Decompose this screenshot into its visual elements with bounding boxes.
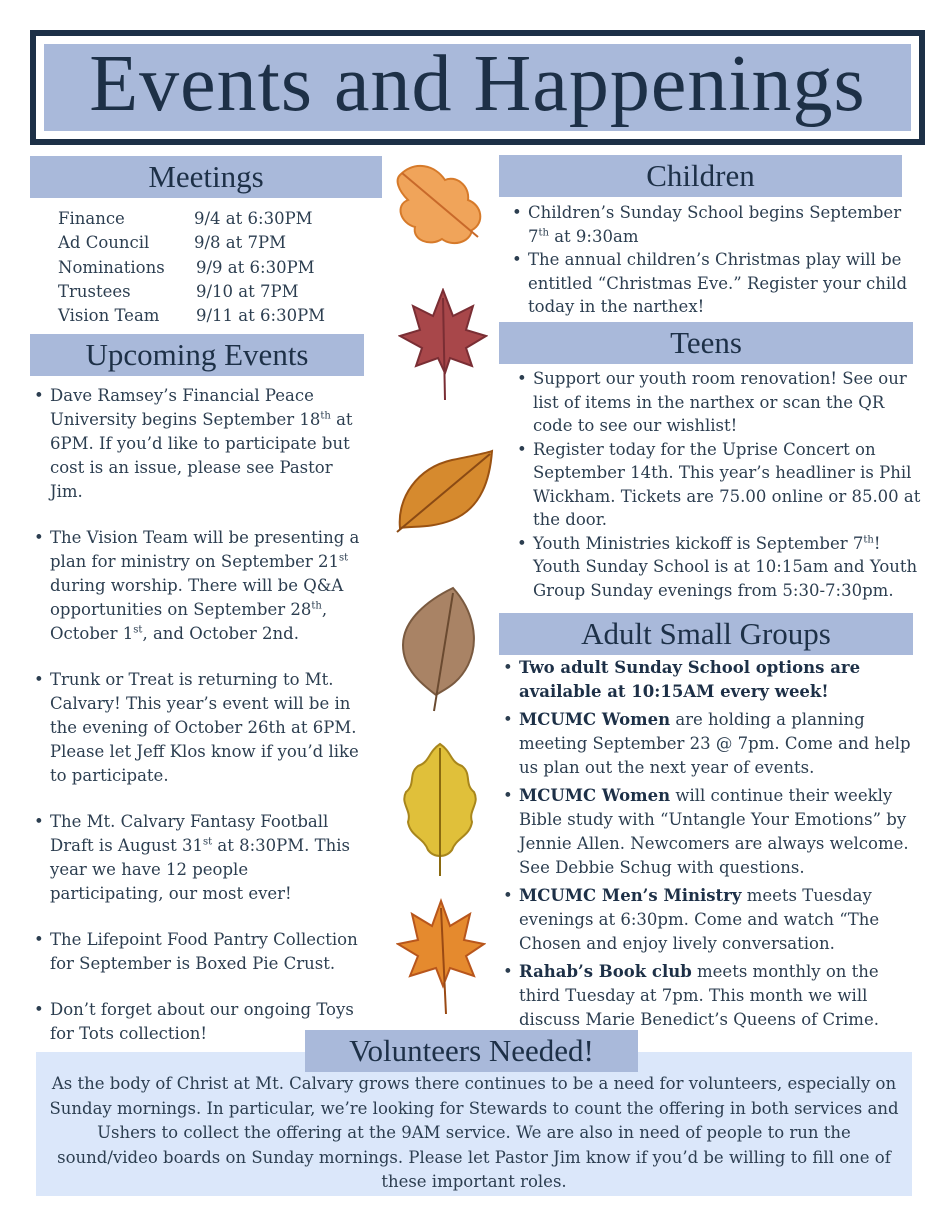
- meeting-time: 9/9 at 6:30PM: [196, 258, 315, 277]
- meeting-row: [58, 233, 287, 252]
- meeting-time: 9/10 at 7PM: [196, 282, 299, 301]
- meeting-name: Ad Council: [58, 233, 150, 252]
- list-item: • Register today for the Uprise Concert on September 14th. This year’s headliner is Phil Wickham. Tickets are 75.00 online or 85.00 at the door.: [533, 438, 925, 532]
- meetings-heading: Meetings: [30, 156, 382, 198]
- maple-leaf-icon: [398, 288, 488, 403]
- list-item: • Rahab’s Book club meets monthly on the third Tuesday at 7pm. This month we will discuss Marie Benedict’s Queens of Crime.: [519, 960, 919, 1032]
- list-item: • Two adult Sunday School options are available at 10:15AM every week!: [519, 656, 919, 704]
- page-title: Events and Happenings: [89, 40, 866, 128]
- list-item: • MCUMC Women are holding a planning meeting September 23 @ 7pm. Come and help us plan out the next year of events.: [519, 708, 919, 780]
- autumn-leaf-icon: [392, 448, 497, 536]
- meeting-time: 9/11 at 6:30PM: [196, 306, 326, 325]
- list-item: • The Vision Team will be presenting a plan for ministry on September 21st during worship. There will be Q&A opportunities on September 28th, October 1st, and October 2nd.: [50, 526, 365, 646]
- meeting-name: Finance: [58, 209, 125, 228]
- birch-leaf-icon: [398, 585, 483, 715]
- meeting-name: Trustees: [58, 282, 131, 301]
- list-item: • Youth Ministries kickoff is September 7th! Youth Sunday School is at 10:15am and Youth Group Sunday evenings from 5:30-7:30pm.: [533, 532, 925, 603]
- children-list: [528, 201, 918, 319]
- volunteers-box: [36, 1052, 912, 1196]
- title-banner: [30, 30, 925, 145]
- list-item: • MCUMC Men’s Ministry meets Tuesday evenings at 6:30pm. Come and watch “The Chosen and enjoy lively conversation.: [519, 884, 919, 956]
- list-item: • The annual children’s Christmas play will be entitled “Christmas Eve.” Register your child today in the narthex!: [528, 248, 918, 319]
- meeting-time: 9/8 at 7PM: [194, 233, 287, 252]
- list-item: • The Mt. Calvary Fantasy Football Draft is August 31st at 8:30PM. This year we have 12 people participating, our most ever!: [50, 810, 365, 906]
- meeting-row: [58, 258, 315, 277]
- teens-list: [533, 367, 925, 602]
- upcoming-heading: Upcoming Events: [30, 334, 364, 376]
- meeting-row: [58, 306, 326, 325]
- list-item: • The Lifepoint Food Pantry Collection for September is Boxed Pie Crust.: [50, 928, 365, 976]
- children-heading: Children: [499, 155, 902, 197]
- list-item: • Support our youth room renovation! See our list of items in the narthex or scan the QR code to see our wishlist!: [533, 367, 925, 438]
- list-item: • MCUMC Women will continue their weekly Bible study with “Untangle Your Emotions” by Jennie Allen. Newcomers are always welcome. See Debbie Schug with questions.: [519, 784, 919, 880]
- list-item: • Trunk or Treat is returning to Mt. Calvary! This year’s event will be in the evening of October 26th at 6PM. Please let Jeff Klos know if you’d like to participate.: [50, 668, 365, 788]
- list-item: • Don’t forget about our ongoing Toys for Tots collection!: [50, 998, 365, 1046]
- meeting-row: [58, 209, 313, 228]
- upcoming-list: [50, 384, 365, 1068]
- meeting-name: Vision Team: [58, 306, 160, 325]
- oak-leaf-icon: [400, 740, 480, 880]
- teens-heading: Teens: [499, 322, 913, 364]
- list-item: • Dave Ramsey’s Financial Peace University begins September 18th at 6PM. If you’d like to participate but cost is an issue, please see Pastor Jim.: [50, 384, 365, 504]
- volunteers-heading: Volunteers Needed!: [305, 1030, 638, 1072]
- adult-heading: Adult Small Groups: [499, 613, 913, 655]
- adult-list: [519, 656, 919, 1036]
- meeting-row: [58, 282, 299, 301]
- volunteers-text: As the body of Christ at Mt. Calvary grows there continues to be a need for volunteers, especially on Sunday mornings. In particular, we’re looking for Stewards to count the offering in both services and Ushers to collect the offering at the 9AM service. We are also in need of people to run the sound/video boards on Sunday mornings. Please let Pastor Jim know if you’d be willing to fill one of these important roles.: [49, 1074, 899, 1191]
- meeting-time: 9/4 at 6:30PM: [194, 209, 313, 228]
- title-background: [44, 40, 911, 131]
- oak-leaf-icon: [390, 155, 490, 250]
- meeting-name: Nominations: [58, 258, 165, 277]
- maple-leaf-icon: [396, 898, 486, 1018]
- list-item: • Children’s Sunday School begins September 7th at 9:30am: [528, 201, 918, 248]
